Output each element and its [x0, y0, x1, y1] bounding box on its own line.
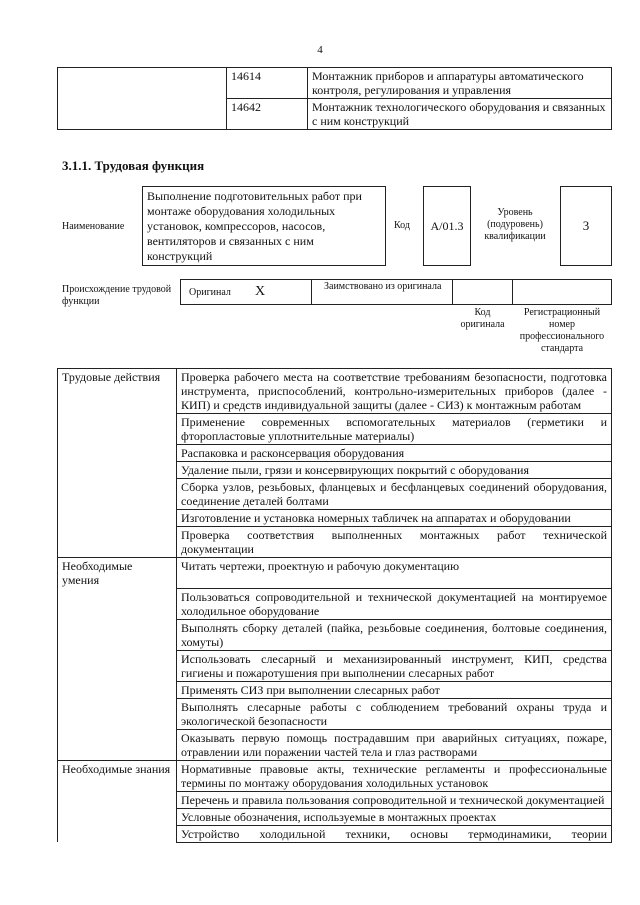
table-row: [58, 619, 612, 650]
table-row: [58, 588, 612, 619]
list-item: Условные обозначения, используемые в монтажных проектах: [177, 808, 612, 825]
list-item: Использовать слесарный и механизированный инструмент, КИП, средства гигиены и пожаротушения при выполнении слесарных работ: [177, 650, 612, 681]
list-item: Читать чертежи, проектную и рабочую документацию: [177, 558, 612, 589]
table-row: [58, 445, 612, 462]
table-row: [58, 760, 612, 791]
table-row: [58, 558, 612, 589]
table-row: [58, 369, 612, 414]
table-row: [58, 479, 612, 510]
list-item: Пользоваться сопроводительной и технической документацией на монтируемое холодильное оборудование: [177, 588, 612, 619]
table-row: [58, 698, 612, 729]
table-row: [58, 791, 612, 808]
code-original-label: Код оригинала: [460, 307, 505, 330]
list-item: Проверка рабочего места на соответствие требованиям безопасности, подготовка инструмента, приспособлений, контрольно-измерительных приборов (далее - КИП) и средств индивидуальной защиты (далее - СИЗ) к монтажным работам: [177, 369, 612, 414]
qualification-level-box: 3: [560, 186, 612, 266]
table-row: [58, 825, 612, 842]
labor-actions-label: Трудовые действия: [58, 369, 177, 414]
origin-label: Происхождение трудовой функции: [62, 284, 172, 307]
function-code-box: A/01.3: [423, 186, 471, 266]
reg-number-cell: [512, 279, 612, 305]
list-item: Применять СИЗ при выполнении слесарных работ: [177, 681, 612, 698]
list-item: Применение современных вспомогательных материалов (герметики и фторопластовые уплотнительные материалы): [177, 414, 612, 445]
list-item: Выполнять сборку деталей (пайка, резьбовые соединения, болтовые соединения, хомуты): [177, 619, 612, 650]
skills-label: Необходимые умения: [58, 558, 177, 589]
code-cell: 14614: [227, 68, 308, 99]
code-label: Код: [394, 220, 410, 231]
section-title: 3.1.1. Трудовая функция: [62, 158, 205, 173]
code-original-cell: [452, 279, 513, 305]
list-item: Устройство холодильной техники, основы термодинамики, теории: [177, 825, 612, 842]
table-row: [58, 462, 612, 479]
table-row: [58, 650, 612, 681]
list-item: Проверка соответствия выполненных монтажных работ технической документации: [177, 527, 612, 558]
codes-table: [57, 67, 612, 130]
list-item: Нормативные правовые акты, технические регламенты и профессиональные термины по монтажу оборудования холодильных установок: [177, 760, 612, 791]
table-row: [58, 510, 612, 527]
reg-number-label: Регистрационный номер профессионального стандарта: [519, 307, 605, 354]
empty-cell: [58, 68, 227, 99]
original-mark: X: [255, 284, 266, 299]
function-details-table: [57, 368, 612, 843]
borrowed-label: Заимствовано из оригинала: [324, 281, 442, 292]
original-label: Оригинал: [189, 287, 231, 298]
list-item: Удаление пыли, грязи и консервирующих покрытий с оборудования: [177, 462, 612, 479]
list-item: Сборка узлов, резьбовых, фланцевых и бесфланцевых соединений оборудования, соединение деталей болтами: [177, 479, 612, 510]
empty-cell: [58, 99, 227, 130]
level-label: Уровень (подуровень) квалификации: [484, 207, 546, 242]
table-row: [58, 527, 612, 558]
table-row: [58, 68, 612, 99]
borrowed-cell: [311, 279, 453, 305]
table-row: [58, 414, 612, 445]
table-row: [58, 729, 612, 760]
page-number: 4: [317, 44, 323, 56]
table-row: [58, 99, 612, 130]
list-item: Перечень и правила пользования сопроводительной и технической документацией: [177, 791, 612, 808]
title-cell: Монтажник технологического оборудования и связанных с ним конструкций: [308, 99, 612, 130]
title-cell: Монтажник приборов и аппаратуры автоматического контроля, регулирования и управления: [308, 68, 612, 99]
original-cell: [180, 279, 312, 305]
knowledge-label: Необходимые знания: [58, 760, 177, 791]
list-item: Выполнять слесарные работы с соблюдением требований охраны труда и экологической безопасности: [177, 698, 612, 729]
code-cell: 14642: [227, 99, 308, 130]
name-label: Наименование: [62, 221, 125, 232]
list-item: Распаковка и расконсервация оборудования: [177, 445, 612, 462]
table-row: [58, 808, 612, 825]
list-item: Оказывать первую помощь пострадавшим при аварийных ситуациях, пожаре, отравлении или поражении частей тела и глаз растворами: [177, 729, 612, 760]
function-name-box: Выполнение подготовительных работ при монтаже оборудования холодильных установок, компрессоров, насосов, вентиляторов и связанных с ним конструкций: [142, 186, 386, 266]
table-row: [58, 681, 612, 698]
list-item: Изготовление и установка номерных табличек на аппаратах и оборудовании: [177, 510, 612, 527]
